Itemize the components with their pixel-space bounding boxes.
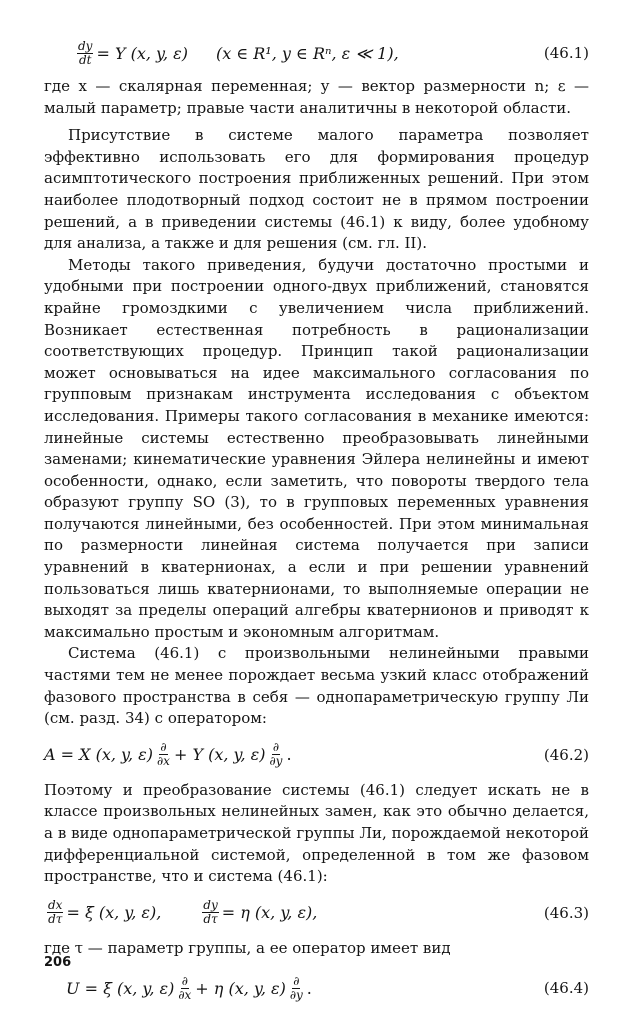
equation-lhs: A = X (x, y, ε) [44, 745, 153, 765]
paragraph-6: где τ — параметр группы, а ее оператор имеет вид [44, 938, 451, 957]
equation-rhs: = Y (x, y, ε) [96, 43, 188, 63]
fraction-dx-dtau: $\frac{dx}{d\tau}$ [48, 898, 63, 927]
fraction-d-dy: $\frac{\partial}{\partial y}$ [269, 740, 283, 769]
fraction-dy-dtau: $\frac{dy}{d\tau}$ [203, 898, 218, 927]
equation-number: (46.1) [543, 44, 589, 62]
page-content [44, 30, 589, 1017]
equation-46-2: A = X (x, y, ε) $\frac{\partial}{\partial x}$ + Y (x, y, ε) $\frac{\partial}{\partial y}$ . (46.2) [44, 740, 589, 769]
equation-46-4: U = ξ (x, y, ε) $\frac{\partial}{\partial x}$ + η (x, y, ε) $\frac{\partial}{\partial y}$ . (46.4) [66, 973, 589, 1002]
fraction-dy-dt: $\frac{dy}{dt}$ [78, 38, 93, 67]
paragraph-3: Методы такого приведения, будучи достаточно простыми и удобными при построении одного-двух приближений, становятся крайне громоздкими с увеличением числа приближений. Возникает естественная потребность в рационализации соответствующих процедур. Принцип такой рационализации может основываться на идее максимального согласования по групповым признакам инструмента исследования с объектом исследования. Примеры такого согласования в механике имеются: линейные системы естественно преобразовывать линейными заменами; кинематические уравнения Эйлера нелинейны и имеют особенности, однако, если заметить, что повороты твердого тела образуют группу SO (3), то в групповых переменных уравнения получаются линейными, без особенностей. При этом минимальная по размерности линейная система получается при записи уравнений в кватернионах, а если и при решении уравнений пользоваться лишь кватернионами, то выполняемые операции не выходят за пределы операций алгебры кватернионов и приводят к максимально простым и экономным алгоритмам. [44, 255, 589, 641]
equation-condition: (x ∈ R¹, y ∈ Rⁿ, ε ≪ 1), [215, 43, 399, 63]
equation-46-1 [44, 30, 589, 76]
paragraph-2: Присутствие в системе малого параметра позволяет эффективно использовать его для формирования процедур асимптотического построения приближенных решений. При этом наиболее плодотворный подход состоит не в прямом построении решений, а в приведении системы (46.1) к виду, более удобному для анализа, а также и для решения (см. гл. II). [44, 126, 589, 253]
paragraph-5: Поэтому и преобразование системы (46.1) следует искать не в классе произвольных нелинейных замен, как это обычно делается, а в виде однопараметрической группы Ли, порождаемой некоторой дифференциальной системой, определенной в том же фазовом пространстве, что и система (46.1): [44, 780, 589, 886]
paragraph-1: где x — скалярная переменная; y — вектор размерности n; ε — малый параметр; правые части аналитичны в некоторой области. [44, 77, 589, 117]
equation-middle: + Y (x, y, ε) [173, 745, 266, 765]
paragraph-4: Система (46.1) с произвольными нелинейными правыми частями тем не менее порождает весьма узкий класс отображений фазового пространства в себя — однопараметрическую группу Ли (см. разд. 34) с оператором: [44, 644, 589, 728]
fraction-d-dy: $\frac{\partial}{\partial y}$ [289, 973, 303, 1002]
fraction-d-dx: $\frac{\partial}{\partial x}$ [178, 973, 192, 1002]
equation-46-3: $\frac{dx}{d\tau}$ = ξ (x, y, ε), $\frac{dy}{d\tau}$ = η (x, y, ε), (46.3) [48, 898, 589, 927]
equation-number: (46.2) [543, 745, 589, 764]
page-number: 206 [44, 955, 72, 970]
equation-number: (46.3) [543, 903, 589, 922]
fraction-d-dx: $\frac{\partial}{\partial x}$ [156, 740, 170, 769]
equation-number: (46.4) [543, 979, 589, 998]
